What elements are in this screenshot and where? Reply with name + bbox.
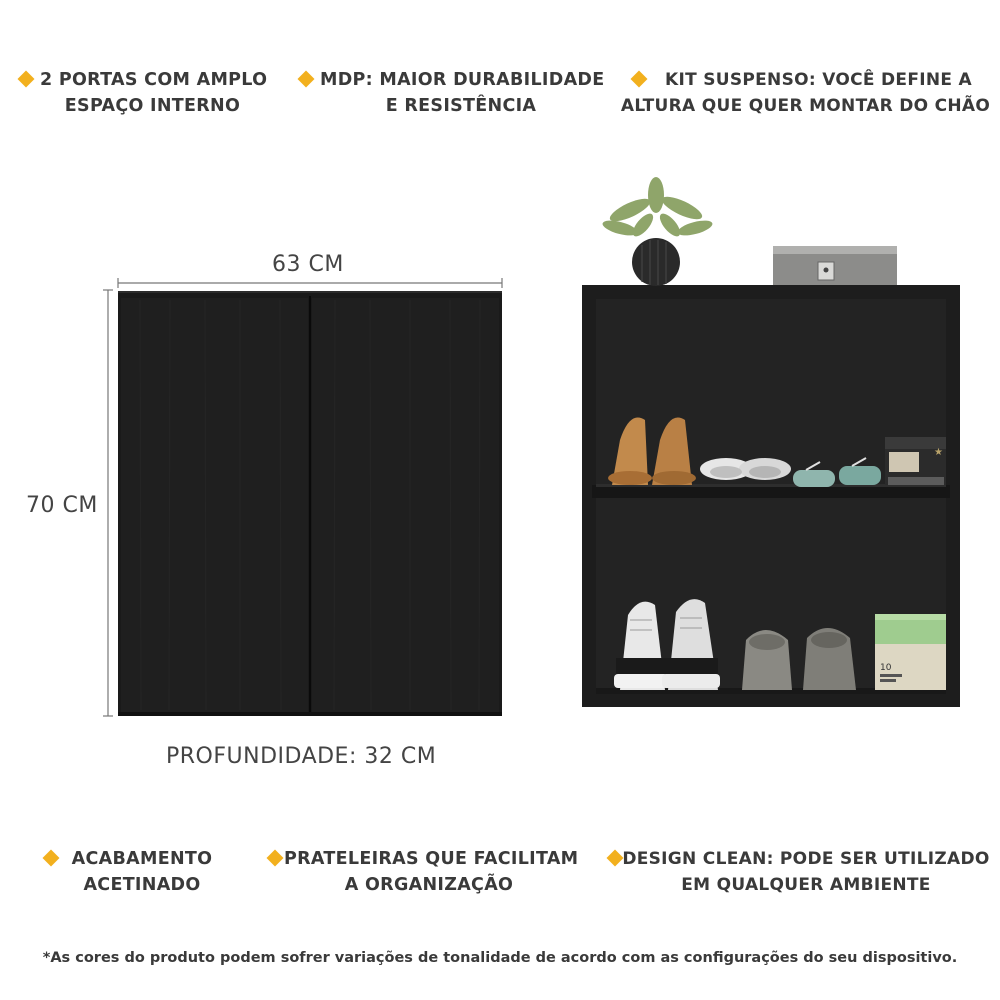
feature-text: A ORGANIZAÇÃO (344, 875, 514, 895)
feature-text: KIT SUSPENSO: VOCÊ DEFINE A (664, 70, 972, 90)
depth-dimension-label: PROFUNDIDADE: 32 CM (166, 744, 437, 769)
svg-text:★: ★ (934, 447, 943, 458)
feature-text: ESPAÇO INTERNO (64, 96, 241, 116)
feature-text: ALTURA QUE QUER MONTAR DO CHÃO (620, 96, 991, 116)
feature-text: DESIGN CLEAN: PODE SER UTILIZADO (622, 849, 990, 869)
feature-text: EM QUALQUER AMBIENTE (681, 875, 931, 895)
disclaimer-text: *As cores do produto podem sofrer variações de tonalidade de acordo com as configurações do seu dispositivo. (42, 950, 958, 966)
feature-text: MDP: MAIOR DURABILIDADE (320, 70, 605, 90)
feature-text: ACETINADO (83, 875, 201, 895)
feature-text: ACABAMENTO (71, 849, 213, 869)
height-dimension-label: 70 CM (26, 493, 98, 518)
width-dimension-label: 63 CM (272, 252, 344, 277)
feature-text: E RESISTÊNCIA (385, 96, 537, 116)
feature-text: 2 PORTAS COM AMPLO (40, 70, 268, 90)
feature-text: PRATELEIRAS QUE FACILITAM (284, 849, 579, 869)
svg-text:10: 10 (880, 663, 892, 673)
